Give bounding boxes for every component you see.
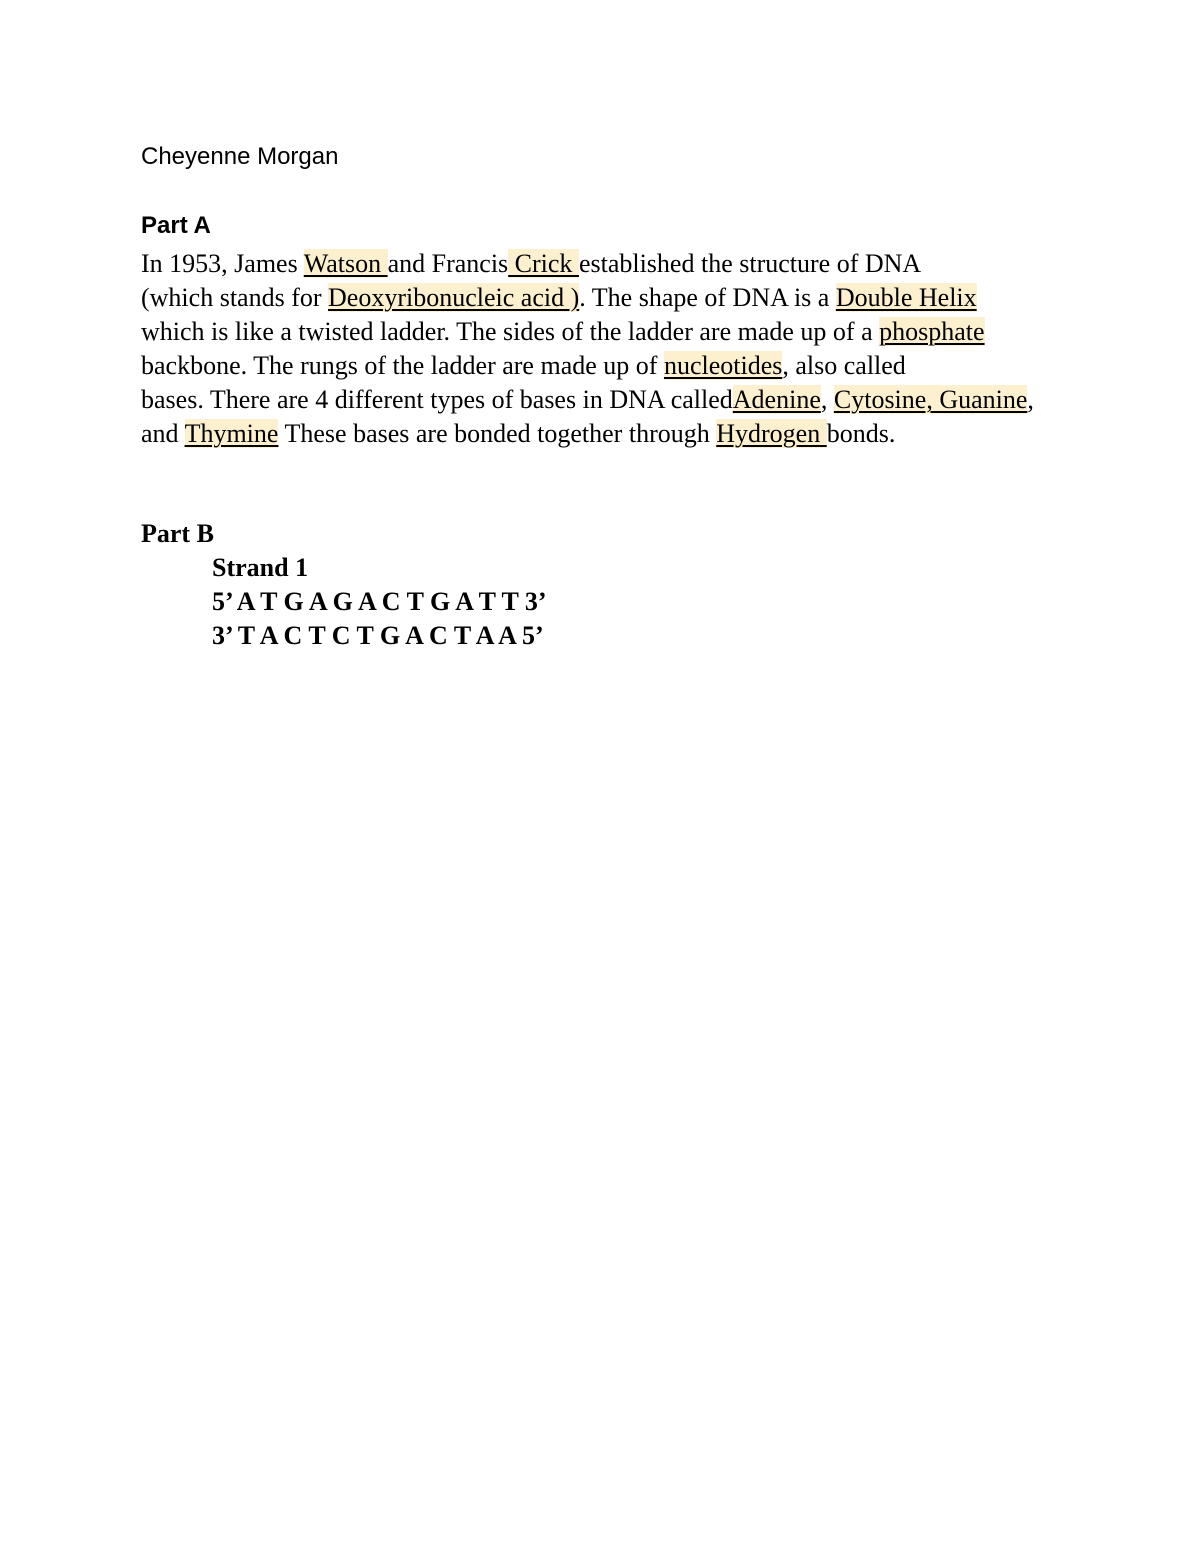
text: , [1027,385,1034,414]
text: , [820,385,834,414]
author-name: Cheyenne Morgan [141,143,339,170]
text: and Francis [387,249,509,278]
part-a-line-3 [141,315,985,349]
text: These bases are bonded together through [278,419,717,448]
part-b-heading: Part B [141,519,214,548]
strand-label: Strand 1 [212,553,309,582]
answer-phosphate: phosphate [879,317,985,346]
text: . The shape of DNA is a [579,283,836,312]
text: (which stands for [141,283,329,312]
text: and [141,419,185,448]
answer-watson: Watson [303,249,388,278]
part-a-line-5 [141,383,1034,417]
text: In 1953, James [141,249,304,278]
text: , also called [782,351,906,380]
text: bases. There are 4 different types of bases in DNA called [141,385,733,414]
part-a-heading: Part A [141,212,211,239]
part-a-line-6 [141,417,895,451]
answer-double-helix: Double Helix [835,283,977,312]
part-a-line-2 [141,281,977,315]
answer-thymine: Thymine [184,419,279,448]
text: which is like a twisted ladder. The sides of the ladder are made up of a [141,317,880,346]
answer-adenine: Adenine [732,385,821,414]
answer-crick: Crick [508,249,579,278]
strand-3-to-5: 3’ T A C T C T G A C T A A 5’ [212,621,544,650]
answer-cytosine-guanine: Cytosine, Guanine [833,385,1028,414]
answer-nucleotides: nucleotides [663,351,783,380]
part-a-line-1 [141,247,921,281]
text: backbone. The rungs of the ladder are made up of [141,351,664,380]
answer-deoxyribonucleic-acid: Deoxyribonucleic acid ) [328,283,580,312]
part-a-line-4 [141,349,906,383]
strand-5-to-3: 5’ A T G A G A C T G A T T 3’ [212,587,547,616]
answer-hydrogen: Hydrogen [716,419,827,448]
text: established the structure of DNA [578,249,922,278]
text: bonds. [826,419,896,448]
